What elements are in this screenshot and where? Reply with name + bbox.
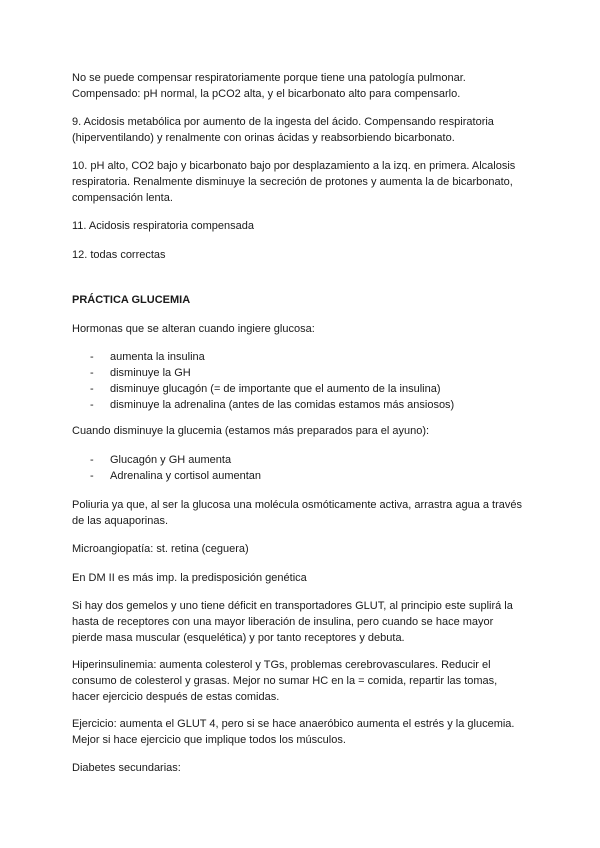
paragraph-respiratory-compensation	[72, 70, 532, 102]
text-line: Mejor si hace ejercicio que implique todos los músculos.	[72, 734, 346, 746]
text-line: Microangiopatía: st. retina (ceguera)	[72, 543, 249, 555]
text-line: Diabetes secundarias:	[72, 762, 181, 774]
paragraph-polyuria	[72, 497, 532, 529]
list-item	[90, 397, 550, 413]
heading-text: PRÁCTICA GLUCEMIA	[72, 294, 191, 306]
text-line: consumo de colesterol y grasas. Mejor no sumar HC en la = comida, repartir las tomas,	[72, 675, 498, 687]
glycemia-list	[90, 452, 550, 484]
text-line: pierde masa muscular (esquelética) y por tanto receptores y debuta.	[72, 632, 405, 644]
text-line: respiratoria. Renalmente disminuye la secreción de protones y aumenta la de bicarbonato,	[72, 176, 513, 188]
list-item-text: disminuye la adrenalina (antes de las comidas estamos más ansiosos)	[110, 399, 455, 411]
paragraph-microangiopathy	[72, 541, 532, 557]
list-item-text: disminuye la GH	[110, 367, 191, 379]
text-line: de las aquaporinas.	[72, 515, 169, 527]
list-item-text: Glucagón y GH aumenta	[110, 454, 232, 466]
paragraph-item-10	[72, 158, 532, 206]
text-line: Hormonas que se alteran cuando ingiere glucosa:	[72, 323, 315, 335]
text-line: No se puede compensar respiratoriamente porque tiene una patología pulmonar.	[72, 72, 466, 84]
text-line: Ejercicio: aumenta el GLUT 4, pero si se hace anaeróbico aumenta el estrés y la glucemia.	[72, 718, 515, 730]
paragraph-hyperinsulinemia	[72, 657, 532, 705]
list-item	[90, 365, 550, 381]
list-item-text: disminuye glucagón (= de importante que el aumento de la insulina)	[110, 383, 441, 395]
paragraph-glycemia-intro	[72, 423, 532, 439]
bullet-dash: -	[90, 470, 94, 482]
text-line: 9. Acidosis metabólica por aumento de la ingesta del ácido. Compensando respiratoria	[72, 116, 494, 128]
text-line: Hiperinsulinemia: aumenta colesterol y TGs, problemas cerebrovasculares. Reducir el	[72, 659, 491, 671]
bullet-dash: -	[90, 383, 94, 395]
text-line: (hiperventilando) y renalmente con orinas ácidas y reabsorbiendo bicarbonato.	[72, 132, 455, 144]
list-item-text: Adrenalina y cortisol aumentan	[110, 470, 262, 482]
paragraph-exercise	[72, 716, 532, 748]
text-line: 10. pH alto, CO2 bajo y bicarbonato bajo por desplazamiento a la izq. en primera. Alcalosis	[72, 160, 516, 172]
paragraph-item-12	[72, 247, 532, 263]
text-line: Poliuria ya que, al ser la glucosa una molécula osmóticamente activa, arrastra agua a través	[72, 499, 523, 511]
paragraph-item-11	[72, 218, 532, 234]
list-item	[90, 452, 550, 468]
bullet-dash: -	[90, 399, 94, 411]
hormones-list	[90, 349, 550, 413]
section-heading	[72, 292, 532, 308]
text-line: hasta de receptores con una mayor liberación de insulina, pero cuando se hace mayor	[72, 616, 494, 628]
list-item	[90, 381, 550, 397]
text-line: hacer ejercicio después de estas comidas.	[72, 691, 280, 703]
list-item	[90, 349, 550, 365]
list-item	[90, 468, 550, 484]
paragraph-item-9	[72, 114, 532, 146]
text-line: En DM II es más imp. la predisposición genética	[72, 572, 307, 584]
paragraph-dm2	[72, 570, 532, 586]
paragraph-secondary-diabetes	[72, 760, 532, 776]
paragraph-hormones-intro	[72, 321, 532, 337]
text-line: Compensado: pH normal, la pCO2 alta, y el bicarbonato alto para compensarlo.	[72, 88, 461, 100]
text-line: 12. todas correctas	[72, 249, 166, 261]
bullet-dash: -	[90, 454, 94, 466]
paragraph-twins	[72, 598, 532, 646]
text-line: Cuando disminuye la glucemia (estamos más preparados para el ayuno):	[72, 425, 430, 437]
text-line: 11. Acidosis respiratoria compensada	[72, 220, 255, 232]
text-line: compensación lenta.	[72, 192, 173, 204]
bullet-dash: -	[90, 351, 94, 363]
text-line: Si hay dos gemelos y uno tiene déficit en transportadores GLUT, al principio este suplirá la	[72, 600, 513, 612]
bullet-dash: -	[90, 367, 94, 379]
list-item-text: aumenta la insulina	[110, 351, 205, 363]
